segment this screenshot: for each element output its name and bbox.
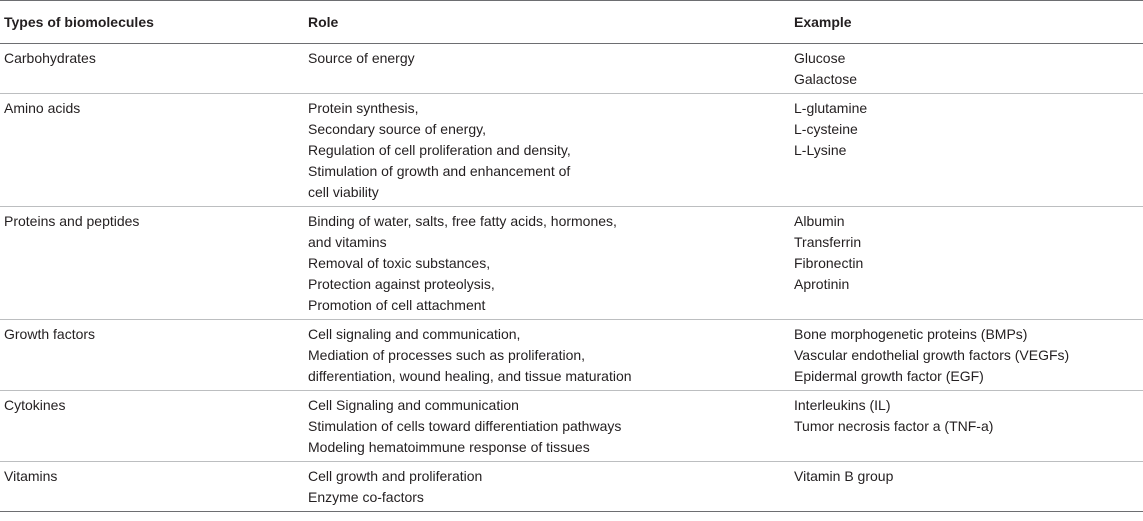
cell-example [790,44,1143,94]
cell-role [304,44,790,94]
table-row [0,207,1143,320]
table-row [0,320,1143,391]
cell-role [304,207,790,320]
role-line: Modeling hematoimmune response of tissues [308,439,590,455]
example-line: Transferrin [794,234,862,250]
table-row [0,44,1143,94]
biomolecule-type-text: Carbohydrates [4,50,96,66]
cell-role [304,462,790,512]
table-header [0,1,1143,44]
cell-role [304,391,790,462]
role-line: Regulation of cell proliferation and density, [308,142,571,158]
example-line: Bone morphogenetic proteins (BMPs) [794,326,1028,342]
role-line: Mediation of processes such as proliferation, [308,347,586,363]
cell-biomolecule-type [0,391,304,462]
cell-biomolecule-type [0,207,304,320]
role-line: Protection against proteolysis, [308,276,495,292]
role-line: Stimulation of cells toward differentiation pathways [308,418,622,434]
role-line: Source of energy [308,50,415,66]
biomolecule-type-text: Growth factors [4,326,96,342]
cell-example [790,462,1143,512]
cell-example [790,391,1143,462]
example-line: L-cysteine [794,121,858,137]
role-line: and vitamins [308,234,387,250]
role-line: Enzyme co-factors [308,489,424,505]
example-line: L-glutamine [794,100,868,116]
example-line: Glucose [794,50,846,66]
role-line: Removal of toxic substances, [308,255,491,271]
role-line: Protein synthesis, [308,100,419,116]
header-example: Example [794,13,852,30]
role-line: Secondary source of energy, [308,121,486,137]
role-line: Promotion of cell attachment [308,297,486,313]
role-line: Binding of water, salts, free fatty acids, hormones, [308,213,617,229]
role-line: Cell growth and proliferation [308,468,483,484]
role-line: cell viability [308,184,379,200]
biomolecule-type-text: Proteins and peptides [4,213,140,229]
cell-role [304,320,790,391]
example-line: Aprotinin [794,276,850,292]
example-line: Fibronectin [794,255,864,271]
cell-biomolecule-type [0,44,304,94]
table-row [0,94,1143,207]
header-row [0,1,1143,44]
cell-example [790,207,1143,320]
table-row [0,462,1143,512]
cell-biomolecule-type [0,94,304,207]
header-types-of-biomolecules: Types of biomolecules [4,13,154,30]
cell-biomolecule-type [0,462,304,512]
biomolecule-type-text: Vitamins [4,468,58,484]
cell-biomolecule-type [0,320,304,391]
biomolecule-type-text: Amino acids [4,100,81,116]
cell-role [304,94,790,207]
role-line: Stimulation of growth and enhancement of [308,163,571,179]
biomolecule-type-text: Cytokines [4,397,66,413]
role-line: differentiation, wound healing, and tissue maturation [308,368,632,384]
example-line: Interleukins (IL) [794,397,891,413]
example-line: L-Lysine [794,142,847,158]
role-line: Cell signaling and communication, [308,326,521,342]
table-body [0,44,1143,512]
example-line: Tumor necrosis factor a (TNF-a) [794,418,994,434]
example-line: Epidermal growth factor (EGF) [794,368,984,384]
cell-example [790,320,1143,391]
header-role: Role [308,13,339,30]
table-row [0,391,1143,462]
example-line: Albumin [794,213,845,229]
example-line: Vascular endothelial growth factors (VEGFs) [794,347,1070,363]
role-line: Cell Signaling and communication [308,397,519,413]
example-line: Vitamin B group [794,468,894,484]
cell-example [790,94,1143,207]
example-line: Galactose [794,71,858,87]
